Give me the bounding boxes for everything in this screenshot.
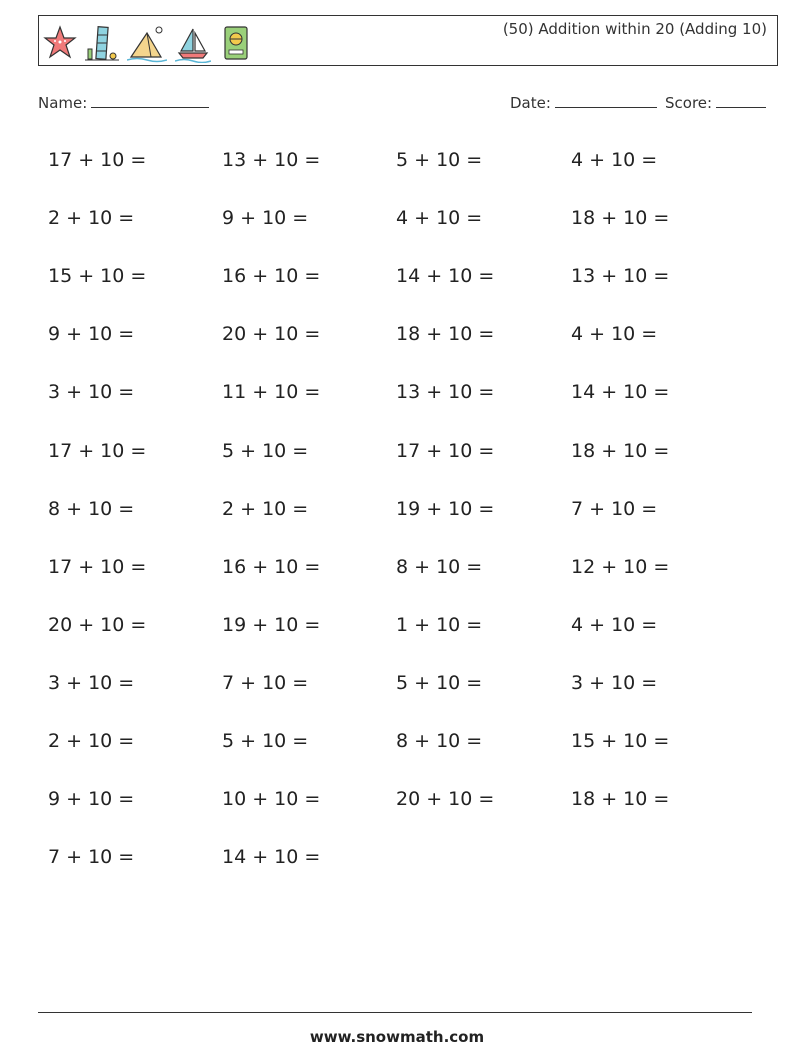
problem-item: 3 + 10 = (571, 672, 658, 694)
problem-item: 15 + 10 = (571, 730, 670, 752)
problem-item: 20 + 10 = (48, 614, 147, 636)
problem-item: 19 + 10 = (222, 614, 321, 636)
problem-item: 2 + 10 = (222, 498, 309, 520)
problem-item: 1 + 10 = (396, 614, 483, 636)
problem-item: 20 + 10 = (222, 323, 321, 345)
footer-url: www.snowmath.com (309, 1028, 485, 1046)
problem-item: 5 + 10 = (396, 149, 483, 171)
problem-item: 17 + 10 = (396, 440, 495, 462)
header-icons (43, 21, 251, 63)
problem-item: 7 + 10 = (222, 672, 309, 694)
problem-item: 7 + 10 = (571, 498, 658, 520)
problem-item: 19 + 10 = (396, 498, 495, 520)
score-field (665, 93, 766, 112)
problem-item: 13 + 10 = (396, 381, 495, 403)
pyramid-icon (127, 23, 167, 63)
problem-item: 17 + 10 = (48, 149, 147, 171)
problem-item: 8 + 10 = (48, 498, 135, 520)
date-label: Date: (510, 94, 551, 112)
problem-item: 2 + 10 = (48, 730, 135, 752)
problem-item: 9 + 10 = (48, 788, 135, 810)
footer-divider (38, 1012, 752, 1013)
problem-item: 17 + 10 = (48, 556, 147, 578)
starfish-icon (43, 23, 77, 63)
problem-item: 15 + 10 = (48, 265, 147, 287)
score-line[interactable] (716, 93, 766, 108)
passport-icon (219, 23, 251, 63)
problem-item: 12 + 10 = (571, 556, 670, 578)
problem-item: 4 + 10 = (571, 149, 658, 171)
problem-item: 17 + 10 = (48, 440, 147, 462)
problem-item: 9 + 10 = (48, 323, 135, 345)
problem-item: 4 + 10 = (571, 614, 658, 636)
problem-item: 4 + 10 = (396, 207, 483, 229)
date-field (510, 93, 657, 112)
problem-item: 2 + 10 = (48, 207, 135, 229)
problem-item: 14 + 10 = (396, 265, 495, 287)
date-line[interactable] (555, 93, 657, 108)
problem-item: 3 + 10 = (48, 672, 135, 694)
worksheet-title: (50) Addition within 20 (Adding 10) (502, 20, 767, 38)
problem-item: 18 + 10 = (571, 440, 670, 462)
problem-item: 9 + 10 = (222, 207, 309, 229)
problem-item: 5 + 10 = (396, 672, 483, 694)
problem-item: 13 + 10 = (571, 265, 670, 287)
problem-item: 4 + 10 = (571, 323, 658, 345)
problem-item: 18 + 10 = (396, 323, 495, 345)
problem-item: 18 + 10 = (571, 207, 670, 229)
problem-item: 13 + 10 = (222, 149, 321, 171)
leaning-tower-icon (85, 23, 119, 63)
problem-item: 18 + 10 = (571, 788, 670, 810)
problem-item: 14 + 10 = (222, 846, 321, 868)
problem-item: 8 + 10 = (396, 730, 483, 752)
problem-item: 3 + 10 = (48, 381, 135, 403)
problem-item: 10 + 10 = (222, 788, 321, 810)
score-label: Score: (665, 94, 713, 112)
worksheet-header (38, 15, 778, 66)
problem-item: 8 + 10 = (396, 556, 483, 578)
problem-item: 16 + 10 = (222, 556, 321, 578)
sailboat-icon (175, 23, 211, 63)
name-label: Name: (38, 94, 88, 112)
problem-item: 5 + 10 = (222, 730, 309, 752)
problem-item: 16 + 10 = (222, 265, 321, 287)
problem-item: 20 + 10 = (396, 788, 495, 810)
problem-item: 14 + 10 = (571, 381, 670, 403)
problem-item: 5 + 10 = (222, 440, 309, 462)
problem-item: 11 + 10 = (222, 381, 321, 403)
name-line[interactable] (91, 93, 209, 108)
name-field (38, 93, 209, 112)
problem-item: 7 + 10 = (48, 846, 135, 868)
